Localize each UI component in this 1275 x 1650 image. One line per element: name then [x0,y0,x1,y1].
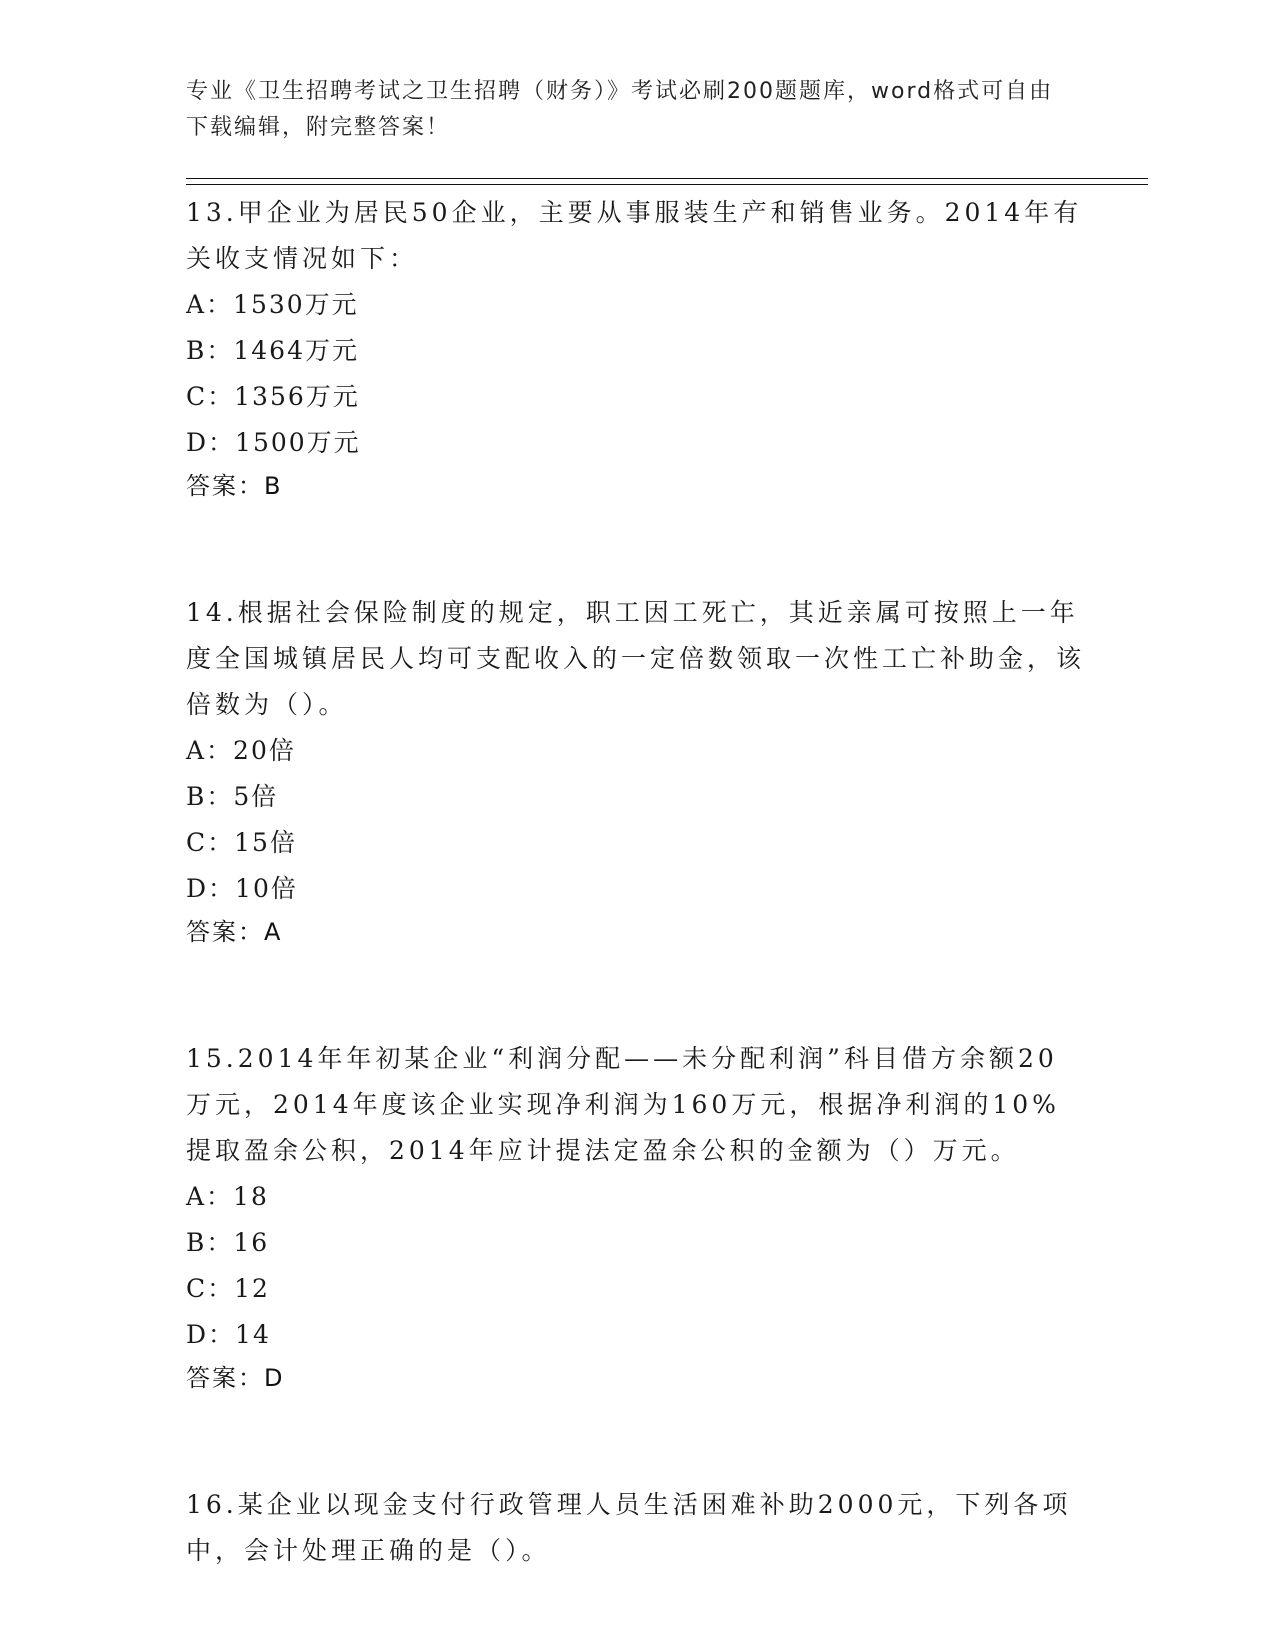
option-d: D：1500万元 [186,428,361,457]
option-a: A：20倍 [186,736,296,765]
question-text: 13.甲企业为居民50企业，主要从事服装生产和销售业务。2014年有关收支情况如下： [186,198,1083,273]
option-c: C：1356万元 [186,382,360,411]
option-a: A：1530万元 [186,290,359,319]
question-14 [186,590,1086,952]
question-13 [186,190,1086,506]
option-d: D：10倍 [186,874,298,903]
question-spacer [186,1398,1086,1482]
question-text: 14.根据社会保险制度的规定，职工因工死亡，其近亲属可按照上一年度全国城镇居民人均可支配收入的一定倍数领取一次性工亡补助金，该倍数为（）。 [186,598,1086,719]
document-header: 专业《卫生招聘考试之卫生招聘（财务）》考试必刷200题题库，word格式可自由下载编辑，附完整答案！ [186,79,1054,140]
question-text: 16.某企业以现金支付行政管理人员生活困难补助2000元，下列各项中，会计处理正确的是（）。 [186,1490,1072,1565]
option-b: B：16 [186,1228,270,1257]
option-a: A：18 [186,1182,269,1211]
question-16 [186,1482,1086,1574]
question-15 [186,1036,1086,1398]
option-b: B：1464万元 [186,336,359,365]
answer-line: 答案：A [186,918,283,946]
answer-line: 答案：D [186,1364,285,1392]
option-b: B：5倍 [186,782,279,811]
header-divider-bottom [186,184,1148,185]
question-list [186,190,1086,1574]
header-divider-top [186,178,1148,179]
option-c: C：12 [186,1274,270,1303]
question-text: 15.2014年年初某企业“利润分配——未分配利润”科目借方余额20万元，2014年度该企业实现净利润为160万元，根据净利润的10%提取盈余公积，2014年应计提法定盈余公积的金额为（）万元。 [186,1044,1060,1165]
answer-line: 答案：B [186,472,283,500]
option-c: C：15倍 [186,828,297,857]
question-spacer [186,506,1086,590]
question-spacer [186,952,1086,1036]
option-d: D：14 [186,1320,271,1349]
